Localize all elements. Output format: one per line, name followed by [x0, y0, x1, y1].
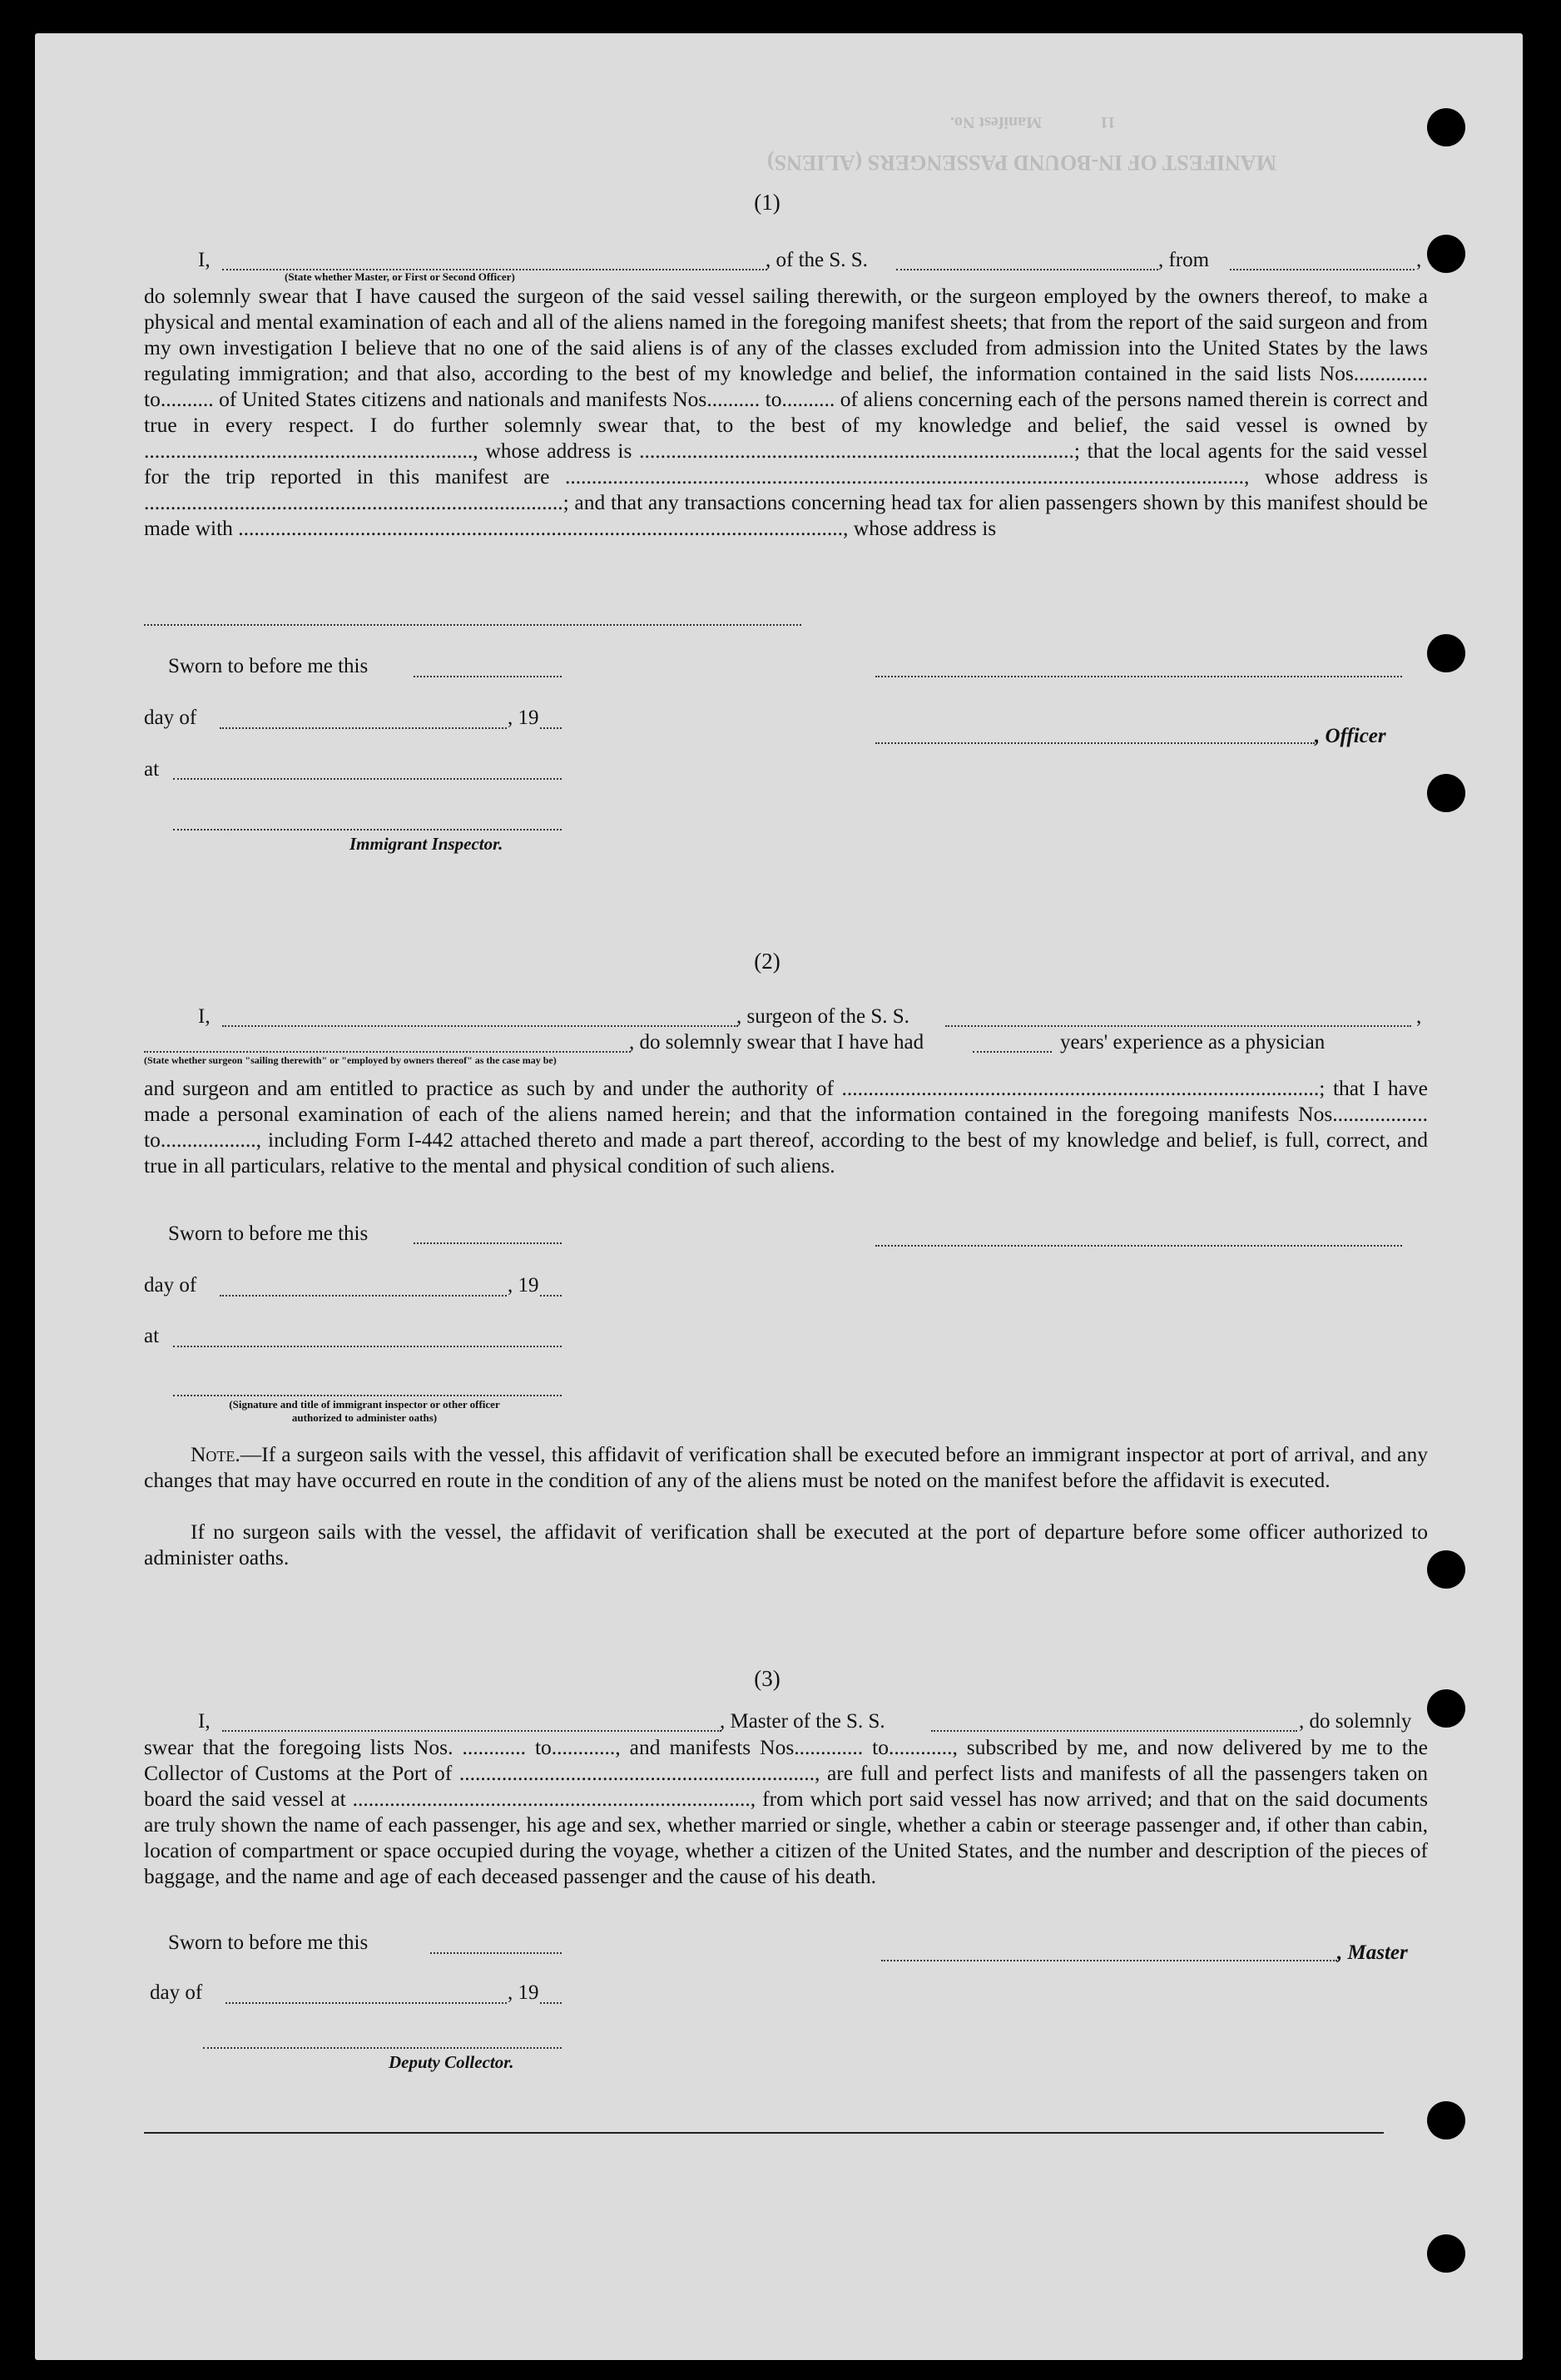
bleedthrough-manifest-no-value: 11 — [1100, 113, 1116, 131]
sworn-label: Sworn to before me this — [168, 655, 369, 677]
section2-i: I, — [198, 1005, 211, 1028]
punch-hole — [1427, 634, 1465, 672]
surgeon-caption: (State whether surgeon "sailing therewith" or "employed by owners thereof" as the case may be) — [144, 1054, 557, 1066]
note2-paragraph: If no surgeon sails with the vessel, the affidavit of verification shall be executed at the port of departure before some officer authorized to administer oaths. — [144, 1520, 1428, 1569]
section3-i: I, — [198, 1710, 211, 1733]
day-of-label: day of — [144, 1274, 197, 1297]
officer-signature-line-1 — [875, 676, 1402, 677]
signature-caption: (Signature and title of immigrant inspector or other officer authorized to administer oaths) — [229, 1398, 500, 1424]
section2-surgeon-of: , surgeon of the S. S. — [736, 1005, 909, 1028]
section2-years: years' experience as a physician — [1060, 1031, 1326, 1054]
punch-hole — [1427, 235, 1465, 273]
immigrant-inspector-label: Immigrant Inspector. — [349, 834, 503, 854]
from-port-line — [1230, 269, 1415, 270]
vessel-name-line — [896, 269, 1158, 270]
section1-paragraph: do solemnly swear that I have caused the surgeon of the said vessel sailing therewith, or the surgeon employed by the owners thereof, to make a physical and mental examination of each and all of the aliens named in the foregoing manifest sheets; that from the report of the said surgeon and from my own investigation I believe that no one of the said aliens is of any of the classes excluded from admission into the United States by the laws regulating immigration; and that also, according to the best of my knowledge and belief, the information contained in the said lists Nos.............. to.......... of United States citizens and nationals and manifests Nos.......... to.......... of aliens concerning each of the persons named therein is correct and true in every respect. I do further solemnly swear that, to the best of my knowledge and belief, the said vessel is owned by .............................................................., whose address is ..................................................................................; that the local agents for the said vessel for the trip reported in this manifest are ................................................................................................................................, whose address is ...............................................................................; and that any transactions concerning head tax for alien passengers shown by this manifest should be made with .................................................................................................................., whose address is — [144, 284, 1428, 540]
section1-comma: , — [1416, 249, 1422, 271]
at-line — [173, 778, 562, 780]
punch-hole — [1427, 108, 1465, 146]
day-of-line — [220, 1295, 507, 1297]
year-label: , 19 — [508, 1981, 539, 2004]
master-vessel-line — [931, 1730, 1297, 1732]
officer-label: , Officer — [1315, 725, 1386, 747]
punch-hole — [1427, 1550, 1465, 1589]
section1-from: , from — [1158, 249, 1210, 271]
surgeon-vessel-line — [945, 1025, 1411, 1027]
master-label: , Master — [1337, 1941, 1408, 1964]
sworn-date-line — [430, 1952, 562, 1954]
day-of-line — [220, 727, 507, 729]
at-label: at — [144, 1325, 160, 1347]
inspector-signature-line — [173, 1395, 562, 1396]
note-text: —If a surgeon sails with the vessel, this affidavit of verification shall be executed before an immigrant inspector at port of arrival, and any changes that may have occurred en route in the condition of any of the aliens must be noted on the manifest before the affidavit is executed. — [144, 1442, 1428, 1492]
years-experience-line — [973, 1051, 1052, 1053]
day-of-line — [225, 2002, 507, 2004]
surgeon-signature-line — [875, 1245, 1402, 1247]
section2-heading: (2) — [754, 949, 780, 974]
collector-signature-line — [203, 2047, 562, 2049]
year-line — [540, 2002, 562, 2004]
section2-swear: , do solemnly swear that I have had — [629, 1031, 924, 1054]
section3-swear: , do solemnly — [1299, 1710, 1412, 1733]
sworn-label: Sworn to before me this — [168, 1222, 369, 1245]
at-line — [173, 1346, 562, 1347]
deputy-collector-label: Deputy Collector. — [389, 2052, 514, 2072]
sworn-date-line — [414, 676, 562, 677]
punch-hole — [1427, 774, 1465, 812]
officer-caption: (State whether Master, or First or Second Officer) — [285, 270, 515, 283]
year-label: , 19 — [508, 707, 539, 729]
surgeon-type-line — [144, 1051, 631, 1053]
section2-paragraph: and surgeon and am entitled to practice as such by and under the authority of ..........................................................................................; that I have made a personal examination of each of the aliens named herein; and that the information contained in the foregoing manifests Nos.................. to.................., including Form I-442 attached thereto and made a part thereof, according to the best of my knowledge and belief, is full, correct, and true in all particulars, relative to the mental and physical condition of such aliens. — [144, 1076, 1428, 1178]
sworn-label: Sworn to before me this — [168, 1931, 369, 1954]
punch-hole — [1427, 2101, 1465, 2140]
day-of-label: day of — [144, 707, 197, 729]
sworn-date-line — [414, 1242, 562, 1244]
year-line — [540, 727, 562, 729]
note-label: Note. — [191, 1442, 240, 1466]
document-page — [35, 33, 1523, 2360]
punch-hole — [1427, 2234, 1465, 2273]
day-of-label: day of — [150, 1981, 203, 2004]
inspector-signature-line — [173, 829, 562, 831]
bottom-rule — [144, 2132, 1384, 2134]
bleedthrough-heading: MANIFEST OF IN-BOUND PASSENGERS (ALIENS) — [767, 151, 1277, 175]
bleedthrough-manifest-no: Manifest No. — [950, 113, 1042, 131]
master-name-line — [222, 1730, 721, 1732]
master-signature-line — [881, 1960, 1337, 1961]
at-label: at — [144, 758, 160, 781]
year-label: , 19 — [508, 1274, 539, 1297]
section3-heading: (3) — [754, 1666, 780, 1691]
punch-hole — [1427, 1689, 1465, 1728]
section1-heading: (1) — [754, 190, 780, 215]
note-paragraph — [144, 1441, 1428, 1493]
whose-address-line — [144, 624, 801, 626]
officer-signature-line-2 — [875, 742, 1315, 744]
section1-i: I, — [198, 249, 211, 271]
section3-paragraph: swear that the foregoing lists Nos. ............ to............, and manifests Nos............. to............, subscribed by me, and now delivered by me to the Collector of Customs at the Port of ..................................................................., are full and perfect lists and manifests of all the passengers taken on board the said vessel at ..........................................................................., from which port said vessel has now arrived; and that on the said documents are truly shown the name of each passenger, his age and sex, whether married or single, whether a cabin or steerage passenger and, if other than cabin, location of compartment or space occupied during the voyage, whether a citizen of the United States, and the number and description of the pieces of baggage, and the name and age of each deceased passenger and the cause of his death. — [144, 1735, 1428, 1888]
section2-comma: , — [1416, 1005, 1422, 1028]
surgeon-name-line — [222, 1025, 738, 1027]
year-line — [540, 1295, 562, 1297]
section1-of-ss: , of the S. S. — [766, 249, 868, 271]
section3-master-of: , Master of the S. S. — [720, 1710, 885, 1733]
